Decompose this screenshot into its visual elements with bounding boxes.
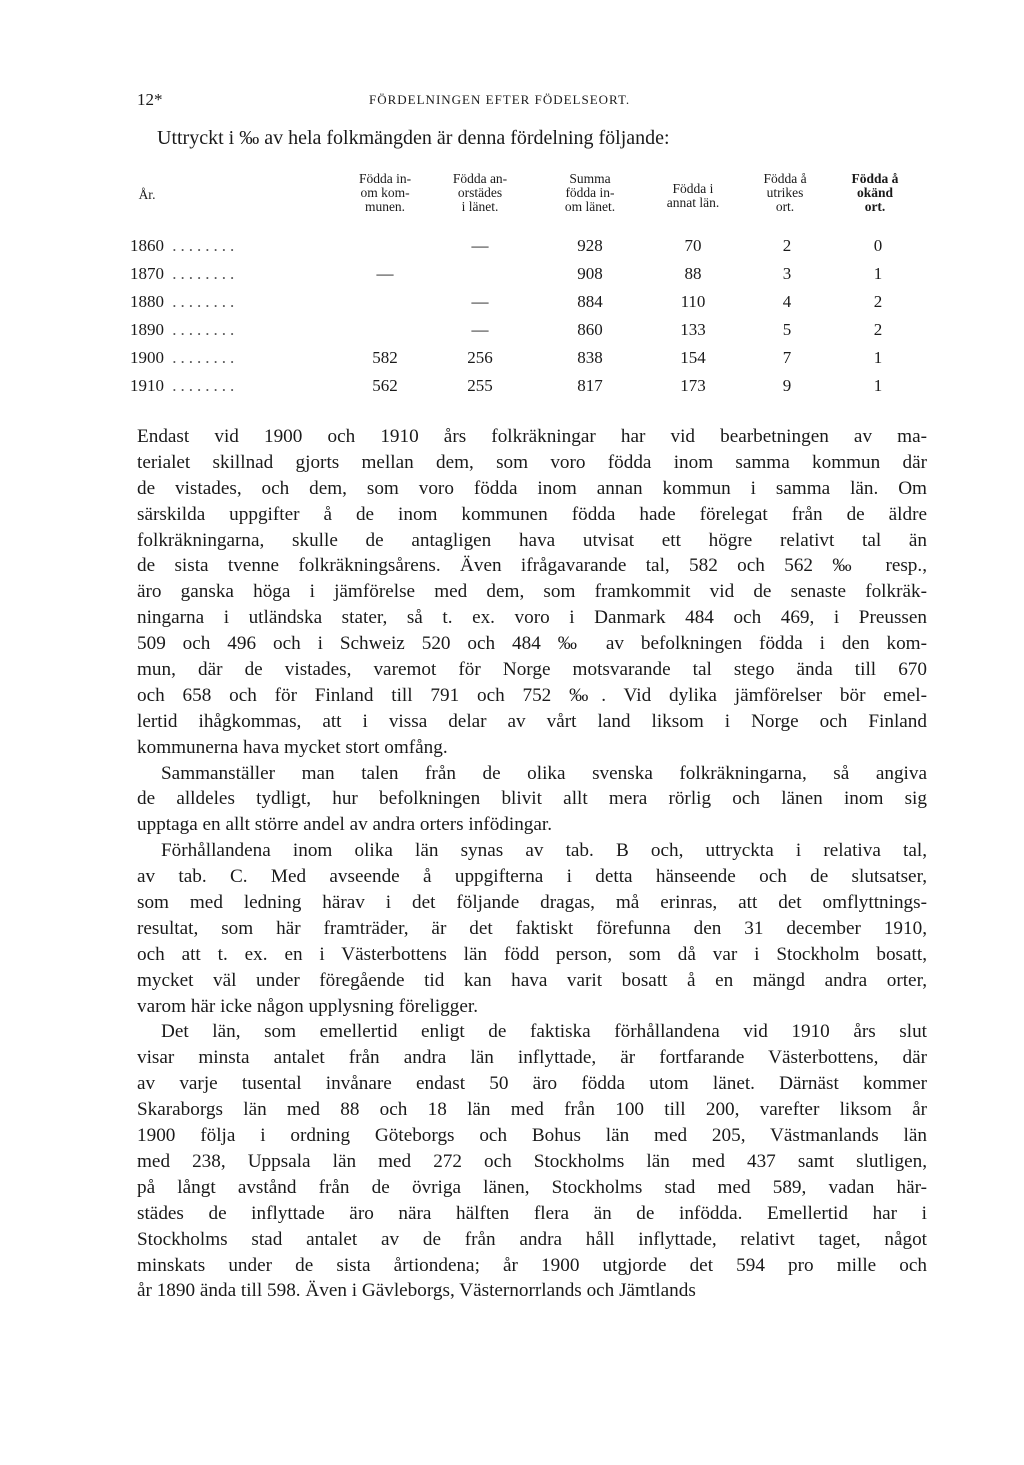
- page-header: [137, 90, 927, 114]
- cell-utrikes: 3: [782, 264, 792, 283]
- text-line: 509 och 496 och i Schweiz 520 och 484 ‰ av befolkningen födda i den kom-: [137, 633, 927, 655]
- text-line: Endast vid 1900 och 1910 års folkräkningar har vid bearbetningen av ma-: [137, 426, 927, 447]
- cell-anorstades: —: [471, 320, 489, 339]
- table-row: [130, 236, 930, 258]
- text-line: mun, där de vistades, varemot för Norge motsvarande tal stego ända till 670: [137, 659, 927, 681]
- cell-annat-lan: 110: [680, 292, 706, 311]
- text-line: Stockholms stad antalet av de från andra håll inflyttade, relativt taget, något: [137, 1228, 927, 1250]
- year-cell: 1890 ........: [130, 320, 239, 339]
- cell-summa: 838: [577, 348, 603, 367]
- text-line: varom här icke någon upplysning föreligger.: [137, 995, 479, 1017]
- column-header-utrikes: Födda å utrikes ort.: [763, 171, 807, 214]
- text-line: folkräkningarna, skulle de antagligen hava utvisat ett högre relativt tal än: [137, 529, 927, 551]
- text-line: Sammanställer man talen från de olika svenska folkräkningarna, så angiva: [161, 762, 927, 784]
- text-line: kommunerna hava mycket stort omfång.: [137, 736, 448, 758]
- cell-okand: 1: [873, 264, 883, 283]
- column-header-summa: Summa födda in- om länet.: [564, 171, 616, 214]
- cell-okand: 1: [873, 348, 883, 367]
- year-cell: 1860 ........: [130, 236, 239, 255]
- cell-anorstades: 256: [467, 348, 493, 367]
- text-line: minskats under de sista årtiondena; år 1900 utgjorde det 594 pro mille och: [137, 1254, 927, 1276]
- text-line: Skaraborgs län med 88 och 18 län med från 100 till 200, varefter liksom år: [137, 1099, 927, 1121]
- cell-utrikes: 5: [782, 320, 792, 339]
- column-header-okand: Födda å okänd ort.: [851, 171, 899, 214]
- text-line: mycket väl under föregående tid kan hava varit bosatt å en mängd andra orter,: [137, 969, 927, 991]
- text-line: särskilda uppgifter å de inom kommunen födda hade förelegat från de äldre: [137, 503, 927, 525]
- column-header-anorstades: Födda an- orstädes i länet.: [452, 171, 508, 214]
- text-line: 1900 följa i ordning Göteborgs och Bohus län med 205, Västmanlands län: [137, 1125, 927, 1147]
- text-line: på långt avstånd från de övriga länen, Stockholms stad med 589, vadan här-: [137, 1176, 927, 1198]
- cell-annat-lan: 154: [680, 348, 706, 367]
- table-row: [130, 376, 930, 398]
- intro-sentence: Uttryckt i ‰ av hela folkmängden är denna fördelning följande:: [157, 127, 670, 149]
- cell-summa: 908: [577, 264, 603, 283]
- text-line: de alldeles tydligt, hur befolkningen blivit allt mera rörlig och länen inom sig: [137, 788, 927, 810]
- text-line: upptaga en allt större andel av andra orters infödingar.: [137, 814, 553, 836]
- cell-anorstades: —: [471, 292, 489, 311]
- column-header-kommun: Födda in- om kom- munen.: [358, 171, 412, 214]
- text-line: av tab. C. Med avseende å uppgifterna i detta hänseende och de slutsatser,: [137, 866, 927, 888]
- text-line: de sista tvenne folkräkningsårens. Även ifrågavarande tal, 582 och 562 ‰ resp.,: [137, 555, 927, 577]
- text-line: lertid ihågkommas, att i vissa delar av vårt land liksom i Norge och Finland: [137, 710, 927, 732]
- text-line: med 238, Uppsala län med 272 och Stockholms län med 437 samt slutligen,: [137, 1150, 927, 1172]
- text-line: Det län, som emellertid enligt de faktiska förhållandena vid 1910 års slut: [161, 1021, 927, 1043]
- cell-annat-lan: 70: [684, 236, 702, 255]
- cell-annat-lan: 133: [680, 320, 706, 339]
- body-text: [137, 424, 927, 1304]
- distribution-table: [130, 172, 930, 402]
- text-line: som med ledning härav i det följande dragas, må erinras, att det omflyttnings-: [137, 892, 927, 914]
- year-cell: 1900 ........: [130, 348, 239, 367]
- text-line: år 1890 ända till 598. Även i Gävleborgs, Västernorrlands och Jämtlands: [137, 1280, 696, 1302]
- text-line: Förhållandena inom olika län synas av tab. B och, uttryckta i relativa tal,: [161, 840, 927, 862]
- year-cell: 1910 ........: [130, 376, 239, 395]
- cell-anorstades: —: [471, 236, 489, 255]
- text-line: resultat, som här framträder, är det faktiskt förefunna den 31 december 1910,: [137, 917, 927, 939]
- text-line: visar minsta antalet från andra län inflyttade, är fortfarande Västerbottens, där: [137, 1047, 927, 1069]
- cell-utrikes: 4: [782, 292, 792, 311]
- cell-annat-lan: 88: [684, 264, 702, 283]
- cell-kommun: 582: [372, 348, 398, 367]
- text-line: de vistades, och dem, som voro födda inom annan kommun i samma län. Om: [137, 477, 927, 499]
- text-line: ningarna i utländska stater, så t. ex. voro i Danmark 484 och 469, i Preussen: [137, 607, 927, 629]
- table-row: [130, 292, 930, 314]
- text-line: terialet skillnad gjorts mellan dem, som voro födda inom samma kommun där: [137, 451, 927, 473]
- page-number: 12*: [137, 90, 163, 109]
- cell-kommun: 562: [372, 376, 398, 395]
- running-title: FÖRDELNINGEN EFTER FÖDELSEORT.: [369, 92, 631, 107]
- table-row: [130, 264, 930, 286]
- text-line: städes de inflyttade äro nära hälften flera än de infödda. Emellertid har i: [137, 1202, 927, 1224]
- text-line: och 658 och för Finland till 791 och 752 ‰. Vid dylika jämförelser bör emel-: [137, 684, 927, 706]
- text-line: av varje tusental invånare endast 50 äro födda utom länet. Därnäst kommer: [137, 1073, 927, 1095]
- cell-okand: 2: [873, 292, 883, 311]
- table-row: [130, 320, 930, 342]
- cell-summa: 884: [577, 292, 603, 311]
- text-line: och att t. ex. en i Västerbottens län född person, som då var i Stockholm bosatt,: [137, 943, 927, 965]
- cell-utrikes: 7: [782, 348, 792, 367]
- cell-utrikes: 9: [782, 376, 792, 395]
- cell-okand: 1: [873, 376, 883, 395]
- cell-okand: 0: [873, 236, 883, 255]
- year-cell: 1870 ........: [130, 264, 239, 283]
- cell-summa: 817: [577, 376, 603, 395]
- cell-anorstades: 255: [467, 376, 493, 395]
- cell-annat-lan: 173: [680, 376, 706, 395]
- cell-summa: 860: [577, 320, 603, 339]
- cell-summa: 928: [577, 236, 603, 255]
- column-header-ar: År.: [138, 187, 156, 202]
- column-header-annat-lan: Födda i annat län.: [666, 181, 720, 210]
- table-row: [130, 348, 930, 370]
- cell-kommun: —: [376, 264, 394, 283]
- year-cell: 1880 ........: [130, 292, 239, 311]
- cell-okand: 2: [873, 320, 883, 339]
- text-line: äro ganska höga i jämförelse med dem, som framkommit vid de senaste folkräk-: [137, 581, 927, 603]
- cell-utrikes: 2: [782, 236, 792, 255]
